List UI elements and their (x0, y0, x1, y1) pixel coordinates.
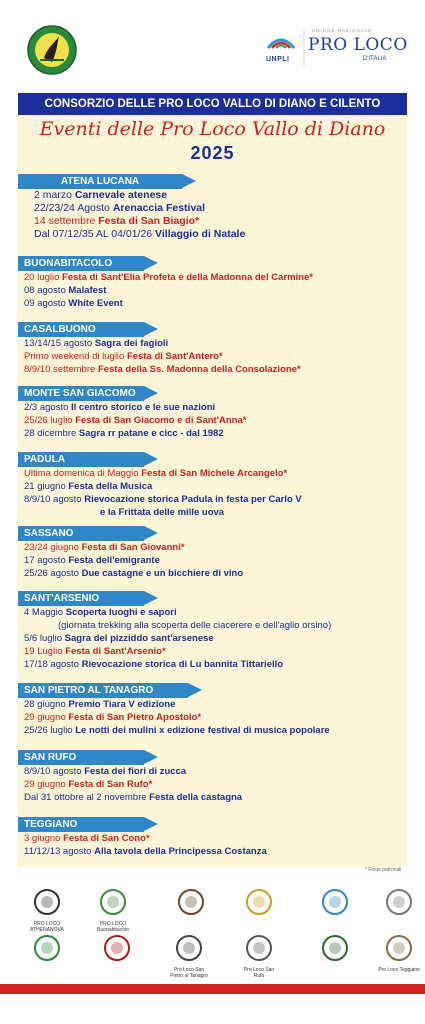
event-name: Festa di San Biagio* (98, 215, 200, 227)
event-date: 09 agosto (24, 298, 69, 309)
event-line (18, 228, 407, 241)
event-line (18, 401, 407, 414)
event-date: 4 Maggio (24, 607, 66, 618)
event-date: 8/9/10 agosto (24, 766, 85, 777)
event-line (18, 645, 407, 658)
event-date: 29 giugno (24, 712, 69, 723)
logo-caption: PRO LOCO Buonabitacolo (97, 921, 129, 933)
event-date: 25/26 luglio (24, 415, 76, 426)
event-name: Malafest (68, 285, 107, 296)
consorzio-banner: CONSORZIO DELLE PRO LOCO VALLO DI DIANO E CILENTO (18, 93, 407, 115)
section-title: BUONABITACOLO (18, 256, 144, 271)
poster-year: 2025 (190, 143, 235, 163)
event-date: 8/9/10 settembre (24, 364, 98, 375)
event-line (18, 493, 407, 506)
event-date: Ultima domenica di Maggio (24, 468, 142, 479)
event-line (18, 215, 407, 228)
unpli-text: UNPLI (266, 56, 290, 63)
event-date: 23/24 giugno (24, 542, 82, 553)
section-title: CASALBUONO (18, 322, 144, 337)
pro-loco-san-rufo-logo (238, 934, 280, 979)
sant-arsenio-logo (26, 934, 68, 972)
event-line (18, 350, 407, 363)
event-name: Alla tavola della Principessa Costanza (94, 846, 267, 857)
event-line (18, 567, 407, 580)
logo-caption: Pro Loco Teggiano (378, 967, 420, 973)
event-line (18, 791, 407, 804)
event-date: 17 agosto (24, 555, 69, 566)
event-name: Premio Tiara V edizione (68, 699, 176, 710)
event-name: Festa di San Giacomo e di Sant'Anna* (75, 415, 247, 426)
section-san-rufo (18, 750, 407, 804)
logo-caption: Pro Loco San Pietro al Tanagro (170, 967, 208, 979)
event-date: 17/18 agosto (24, 659, 82, 670)
event-name: Arenaccia Festival (112, 202, 206, 214)
event-date: 5/6 luglio (24, 633, 65, 644)
event-name: White Event (68, 298, 123, 309)
event-date: 3 giugno (24, 833, 64, 844)
event-date: 13/14/15 agosto (24, 338, 95, 349)
event-date: Dal 07/12/35 AL 04/01/26 (34, 228, 156, 240)
event-line (18, 297, 407, 310)
event-name: Carnevale atenese (74, 189, 168, 201)
event-name: Festa di San Michele Arcangelo* (141, 468, 288, 479)
event-name: Sagra rr patane e cicc - dal 1982 (78, 428, 224, 439)
event-date: 28 dicembre (24, 428, 79, 439)
event-date: 8/9/10 agosto (24, 494, 85, 505)
event-line (18, 480, 407, 493)
section-casalbuono (18, 322, 407, 376)
event-date: 25/26 luglio (24, 725, 76, 736)
section-atena-lucana (18, 174, 407, 241)
event-date: 2/3 agosto (24, 402, 72, 413)
event-line (18, 541, 407, 554)
event-line (18, 698, 407, 711)
ditalia-text: D'ITALIA (363, 56, 387, 62)
event-name: e la Frittata delle mille uova (100, 507, 225, 518)
event-line (18, 202, 407, 215)
section-title: SANT'ARSENIO (18, 591, 144, 606)
event-line (18, 506, 407, 519)
event-date: 14 settembre (34, 215, 99, 227)
section-san-pietro-al-tanagro (18, 683, 407, 737)
pro-loco-teggiano-logo (378, 934, 420, 972)
san-pietro-al-tanagro-logo (168, 934, 210, 979)
event-date: 25/26 agosto (24, 568, 82, 579)
event-name: Sagra dei fagioli (94, 338, 169, 349)
event-date: 11/12/13 agosto (24, 846, 95, 857)
section-padula (18, 452, 407, 519)
event-line (18, 724, 407, 737)
event-name: Due castagne e un bicchiere di vino (81, 568, 244, 579)
teggiano-crest-logo (314, 934, 356, 972)
event-name: Festa della Ss. Madonna della Consolazione* (97, 364, 301, 375)
event-name: Festa di Sant'Arsenio* (65, 646, 166, 657)
event-line (18, 414, 407, 427)
pro-loco-buonabitacolo-logo (92, 888, 134, 933)
section-title: TEGGIANO (18, 817, 144, 832)
section-title: PADULA (18, 452, 144, 467)
section-title: MONTE SAN GIACOMO (18, 386, 144, 401)
event-date: 21 giugno (24, 481, 69, 492)
event-name: (giornata trekking alla scoperta delle ciacerere e dell'aglio orsino) (58, 620, 332, 631)
event-name: Rievocazione storica di Lu bannita Tittariello (81, 659, 284, 670)
event-line (18, 845, 407, 858)
footnote: * Feste patronali (365, 867, 402, 873)
event-name: Rievocazione storica Padula in festa per Carlo V (84, 494, 302, 505)
event-name: Scoperta luoghi e sapori (65, 607, 177, 618)
event-name: Il centro storico e le sue nazioni (71, 402, 216, 413)
event-name: Festa di Sant'Elia Profeta e della Madonna del Carmine* (62, 272, 313, 283)
sassano-logo (378, 888, 420, 926)
event-line (18, 619, 407, 632)
event-date: 28 giugno (24, 699, 69, 710)
section-buonabitacolo (18, 256, 407, 310)
event-line (18, 554, 407, 567)
pro-loco-athenanova-logo (26, 888, 68, 933)
event-line (18, 658, 407, 671)
event-line (18, 189, 407, 202)
event-line (18, 832, 407, 845)
event-line (18, 632, 407, 645)
event-date: 08 agosto (24, 285, 69, 296)
event-name: Villaggio di Natale (155, 228, 246, 240)
poster-subtitle: Eventi delle Pro Loco Vallo di Diano (39, 118, 386, 140)
section-monte-san-giacomo (18, 386, 407, 440)
event-name: Festa di San Rufo* (68, 779, 153, 790)
event-name: Festa di San Cono* (63, 833, 150, 844)
event-date: 2 marzo (34, 189, 75, 201)
section-teggiano (18, 817, 407, 858)
event-line (18, 337, 407, 350)
event-line (18, 427, 407, 440)
logo-caption: Pro Loco San Rufo (243, 967, 275, 979)
event-name: Festa di San Giovanni* (81, 542, 185, 553)
event-line (18, 765, 407, 778)
padula-logo (314, 888, 356, 926)
event-name: Festa della Musica (68, 481, 153, 492)
event-line (18, 606, 407, 619)
event-name: Sagra del pizziddo sant'arsenese (64, 633, 214, 644)
section-title: ATENA LUCANA (18, 174, 182, 189)
event-date: Primo weekend di luglio (24, 351, 127, 362)
section-title: SAN RUFO (18, 750, 144, 765)
san-rufo-logo (96, 934, 138, 972)
event-line (18, 467, 407, 480)
consorzio-logo (26, 24, 78, 76)
event-name: Festa dei fiori di zucca (84, 766, 187, 777)
event-date: Dal 31 ottobre al 2 novembre (24, 792, 150, 803)
unione-nazionale-text: UNIONE NAZIONALE (312, 28, 373, 33)
event-date: 29 giugno (24, 779, 69, 790)
header (0, 0, 425, 92)
logo-caption: PRO LOCO ATHENANOVA (30, 921, 64, 933)
event-date: 22/23/24 Agosto (34, 202, 113, 214)
red-bottom-bar (0, 984, 425, 994)
event-line (18, 363, 407, 376)
event-date: 20 luglio (24, 272, 63, 283)
event-line (18, 778, 407, 791)
event-name: Le notti dei mulini x edizione festival di musica popolare (75, 725, 330, 736)
event-line (18, 711, 407, 724)
casalbuono-logo (170, 888, 212, 926)
bottom-strip (0, 994, 425, 1024)
proloco-text: PRO LOCO (308, 35, 408, 55)
event-name: Festa di San Pietro Apostolo* (68, 712, 202, 723)
event-line (18, 284, 407, 297)
event-name: Festa della castagna (149, 792, 243, 803)
monte-san-giacomo-logo (238, 888, 280, 926)
event-name: Festa dell'emigrante (68, 555, 160, 566)
event-name: Festa di Sant'Antero* (126, 351, 223, 362)
section-title: SASSANO (18, 526, 144, 541)
section-sant-arsenio (18, 591, 407, 671)
event-line (18, 271, 407, 284)
section-title: SAN PIETRO AL TANAGRO (18, 683, 188, 698)
event-date: 19 Luglio (24, 646, 66, 657)
section-sassano (18, 526, 407, 580)
